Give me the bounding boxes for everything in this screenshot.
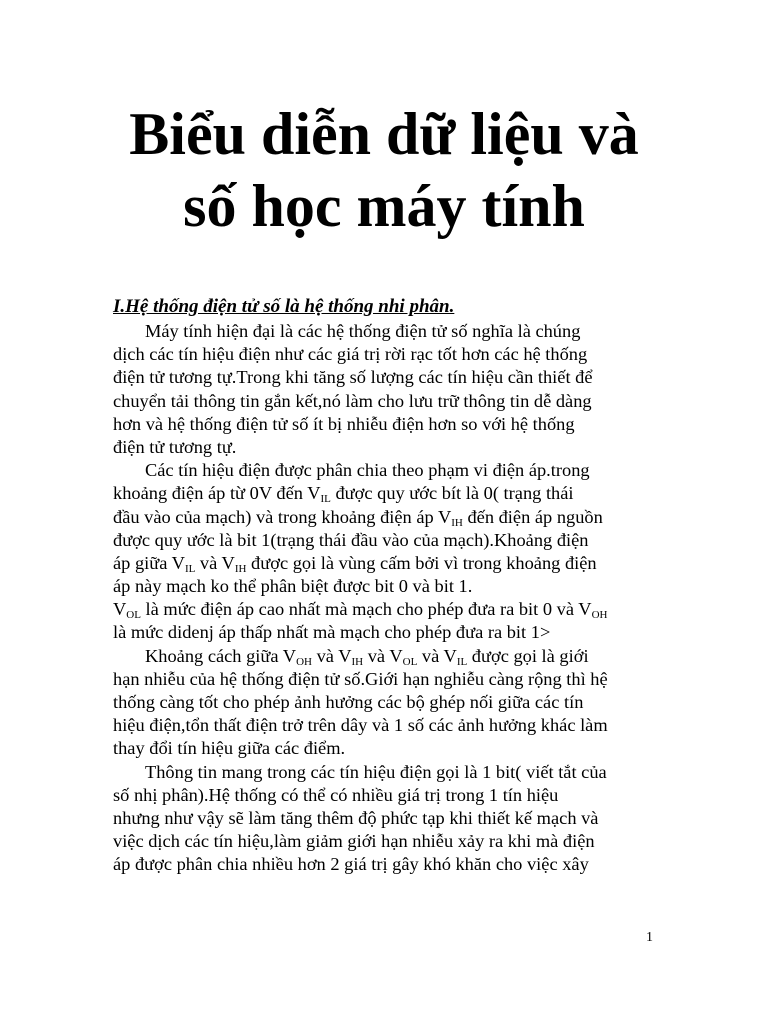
p4-line: thay đổi tín hiệu giữa các điểm.: [113, 738, 346, 759]
subscript: OL: [402, 655, 418, 668]
text-run: được gọi là vùng cấm bởi vì trong khoảng điện: [246, 552, 597, 573]
subscript: IH: [351, 655, 364, 668]
p5-line: Thông tin mang trong các tín hiệu điện gọi là 1 bit( viết tắt của: [145, 761, 607, 782]
page-number: 1: [646, 930, 653, 945]
text-run: V: [113, 599, 127, 620]
p5-line: nhưng như vậy sẽ làm tăng thêm độ phức tạp khi thiết kế mạch và: [113, 807, 599, 828]
p3-line: [113, 598, 673, 621]
p2-line: [113, 552, 673, 575]
p2-line: [113, 506, 673, 529]
p5-line: việc dịch các tín hiệu,làm giảm giới hạn nhiễu xảy ra khi mà điện: [113, 831, 595, 852]
p4-line: thống càng tốt cho phép ảnh hưởng các bộ ghép nối giữa các tín: [113, 692, 584, 712]
p1-line: điện tử tương tự.Trong khi tăng số lượng các tín hiệu cần thiết để: [113, 367, 593, 388]
p1-line: điện tử tương tự.: [113, 436, 237, 457]
title-line-1: Biểu diễn dữ liệu và: [129, 101, 639, 167]
p4-line: [113, 645, 673, 668]
p1-line: hơn và hệ thống điện tử số ít bị nhiễu điện hơn so với hệ thống: [113, 413, 575, 434]
subscript: IL: [184, 562, 196, 575]
text-run: là mức điện áp cao nhất mà mạch cho phép đưa ra bit 0 và V: [140, 599, 592, 620]
text-run: khoảng điện áp từ 0V đến V: [113, 483, 321, 504]
p2-line: [113, 482, 673, 505]
p2-line: Các tín hiệu điện được phân chia theo phạm vi điện áp.trong: [145, 460, 590, 481]
subscript: OH: [591, 609, 608, 622]
subscript: IH: [234, 562, 247, 575]
subscript: OL: [126, 609, 141, 622]
document-title: [0, 98, 768, 242]
text-run: đầu vào của mạch) và trong khoảng điện áp V: [113, 506, 452, 527]
p5-line: số nhị phân).Hệ thống có thể có nhiều giá trị trong 1 tín hiệu: [113, 784, 559, 805]
p5-line: áp được phân chia nhiều hơn 2 giá trị gây khó khăn cho việc xây: [113, 854, 589, 875]
text-run: và V: [417, 645, 457, 666]
p4-line: hiệu điện,tổn thất điện trở trên dây và 1 số các ảnh hưởng khác làm: [113, 715, 608, 736]
text-run: đến điện áp nguồn: [462, 506, 603, 527]
text-run: và V: [311, 645, 352, 666]
subscript: OH: [296, 655, 312, 668]
text-run: Khoảng cách giữa V: [145, 645, 297, 666]
text-run: được gọi là giới: [467, 645, 589, 666]
subscript: IH: [451, 516, 463, 529]
subscript: IL: [456, 655, 468, 668]
subscript: IL: [320, 493, 331, 506]
p1-line: Máy tính hiện đại là các hệ thống điện tử số nghĩa là chúng: [145, 321, 581, 341]
p2-line: được quy ước là bit 1(trạng thái đầu vào của mạch).Khoảng điện: [113, 529, 589, 550]
p3-line: là mức didenj áp thấp nhất mà mạch cho phép đưa ra bit 1>: [113, 622, 551, 643]
text-run: áp giữa V: [113, 552, 185, 573]
text-run: được quy ước bít là 0( trạng thái: [330, 483, 574, 504]
title-line-2: số học máy tính: [183, 173, 585, 239]
p1-line: chuyển tải thông tin gắn kết,nó làm cho lưu trữ thông tin dễ dàng: [113, 390, 592, 411]
p4-line: hạn nhiễu của hệ thống điện tử số.Giới hạn nghiễu càng rộng thì hệ: [113, 668, 608, 689]
p1-line: dịch các tín hiệu điện như các giá trị rời rạc tốt hơn các hệ thống: [113, 344, 588, 365]
text-run: và V: [363, 645, 403, 666]
section-heading: I.Hệ thống điện tử số là hệ thống nhi phân.: [113, 296, 455, 317]
body-text: [113, 320, 673, 877]
text-run: và V: [195, 552, 235, 573]
p2-line: áp này mạch ko thể phân biệt được bit 0 và bit 1.: [113, 576, 473, 597]
